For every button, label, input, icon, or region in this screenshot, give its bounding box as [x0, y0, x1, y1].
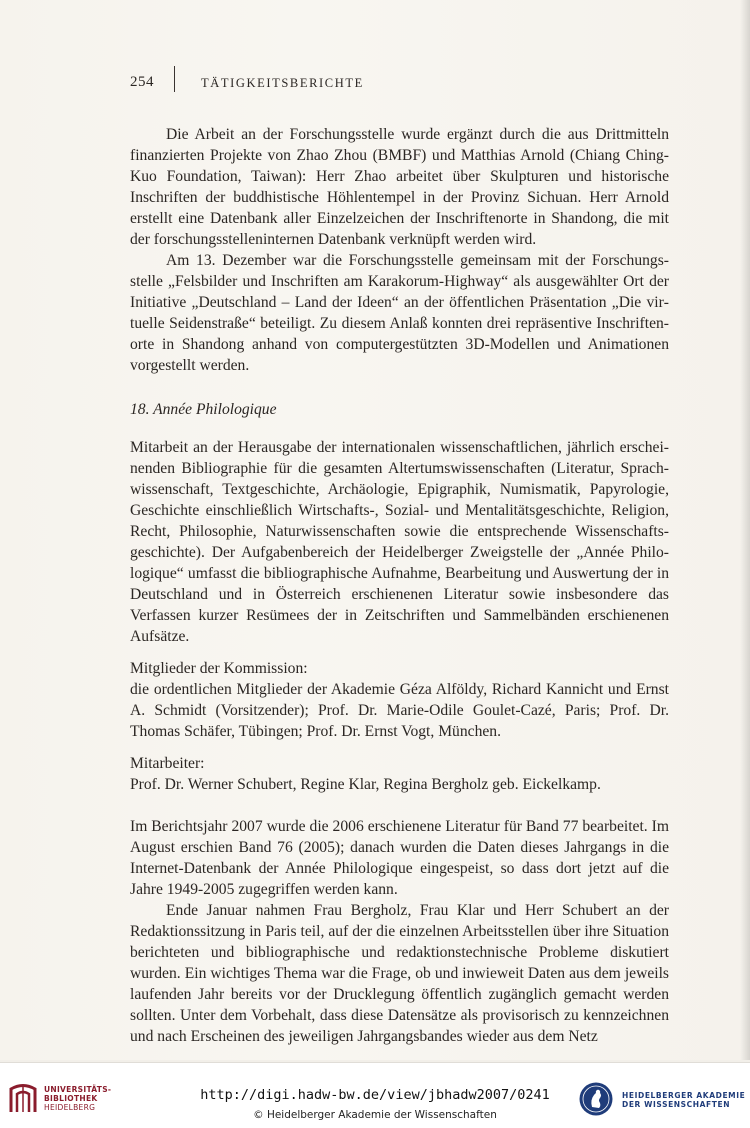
academy-seal-icon[interactable] [578, 1081, 614, 1117]
page-number: 254 [130, 74, 154, 90]
header-divider [174, 66, 175, 92]
document-url-link[interactable]: http://digi.hadw-bw.de/view/jbhadw2007/0241 [200, 1087, 550, 1103]
section-heading: 18. Année Philologique [130, 401, 277, 418]
paragraph-annee-description: Mitarbeit an der Herausgabe der internationalen wissenschaftlichen, jährlich erscheinenden Bibliographie für die gesamten Altertumswissenschaften (Literatur, Sprachwissenschaft, Textgeschichte, Archäologie, Epigraphik, Numismatik, Papyrologie, Geschichte einschließlich Wirtschafts-, Sozial- und Mentalitätsgeschichte, Religion, Recht, Philosophie, Naturwissenschaften sowie die entsprechende Wissenschaftsgeschichte). Der Aufgabenbereich der Heidelberger Zweigstelle der „Année Philologique“ umfasst die bibliographische Aufnahme, Bearbeitung und Auswertung der in Deutschland und in Österreich erschienenen Literatur sowie insbesondere das Verfassen kurzer Resümees der in Zeitschriften und Sammelbänden erschienenen Aufsätze. [130, 439, 669, 645]
paragraph-editorial-meeting: Ende Januar nahmen Frau Bergholz, Frau Klar und Herr Schubert an der Redaktionssitzung in Paris teil, auf der die einzelnen Arbeitsstellen über ihre Situation berichteten und bibliographische und redaktionstechnische Probleme diskutiert wurden. Ein wichtiges Thema war die Frage, ob und inwieweit Daten aus dem jeweils laufenden Jahr bereits vor der Drucklegung öffentlich zugänglich gemacht werden sollten. Unter dem Vorbehalt, dass diese Datensätze als provisorisch zu kennzeichnen und nach Erscheinen des jeweiligen Jahrgangsbandes wieder aus dem Netz [130, 902, 669, 1045]
copyright-notice: © Heidelberger Akademie der Wissenschaften [253, 1109, 497, 1121]
spacer [130, 647, 669, 658]
paragraph-project-funding: Die Arbeit an der Forschungsstelle wurde ergänzt durch die aus Drittmitteln finanzierten Projekte von Zhao Zhou (BMBF) und Matthias Arnold (Chiang Ching-Kuo Foundation, Taiwan): Herr Zhao arbeitet über Skulpturen und historische Inschriften der buddhistische Höhlentempel in der Provinz Sichuan. Herr Arnold erstellt eine Datenbank aller Einzelzeichen der Inschriftenorte in Shandong, die mit der forschungsstelleninternen Datenbank verknüpft werden wird. [130, 126, 669, 248]
page-edge-shadow [740, 0, 750, 1060]
spacer [130, 795, 669, 816]
paragraph-report-year: Im Berichtsjahr 2007 wurde die 2006 erschienene Literatur für Band 77 bearbeitet. Im August erschien Band 76 (2005); danach wurden die Daten dieses Jahrgangs in die Internet-Datenbank der Année Philologique eingespeist, so dass dort jetzt auf die Jahre 1949-2005 zugegriffen werden kann. [130, 818, 669, 898]
spacer [130, 742, 669, 753]
members-label: Mitglieder der Kommission: [130, 660, 308, 677]
university-library-name[interactable]: UNIVERSITÄTS- BIBLIOTHEK HEIDELBERG [44, 1085, 112, 1112]
academy-name[interactable]: HEIDELBERGER AKADEMIE DER WISSENSCHAFTEN [622, 1091, 746, 1109]
staff-label: Mitarbeiter: [130, 755, 205, 772]
members-list: die ordentlichen Mitglieder der Akademie Géza Alföldy, Richard Kannicht und Ernst A. Schmidt (Vorsitzender); Prof. Dr. Marie-Odile Goulet-Cazé, Paris; Prof. Dr. Thomas Schäfer, Tübingen; Prof. Dr. Ernst Vogt, München. [130, 681, 669, 740]
running-head [130, 74, 690, 96]
body-text [130, 124, 669, 1047]
running-title: TÄTIGKEITSBERICHTE [201, 76, 364, 90]
paragraph-presentation: Am 13. Dezember war die Forschungsstelle gemeinsam mit der Forschungsstelle „Felsbilder und Inschriften am Karakorum-Highway“ als ausgewählter Ort der Initiative „Deutschland – Land der Ideen“ an der öffentlichen Präsentation „Die virtuelle Seidenstraße“ beteiligt. Zu diesem Anlaß konnten drei repräsentive Inschriftenorte in Shandong anhand von computergestützten 3D-Modellen und Animationen vorgestellt werden. [130, 252, 669, 374]
viewer-footer [0, 1062, 750, 1128]
staff-list: Prof. Dr. Werner Schubert, Regine Klar, Regina Bergholz geb. Eickelkamp. [130, 776, 601, 793]
